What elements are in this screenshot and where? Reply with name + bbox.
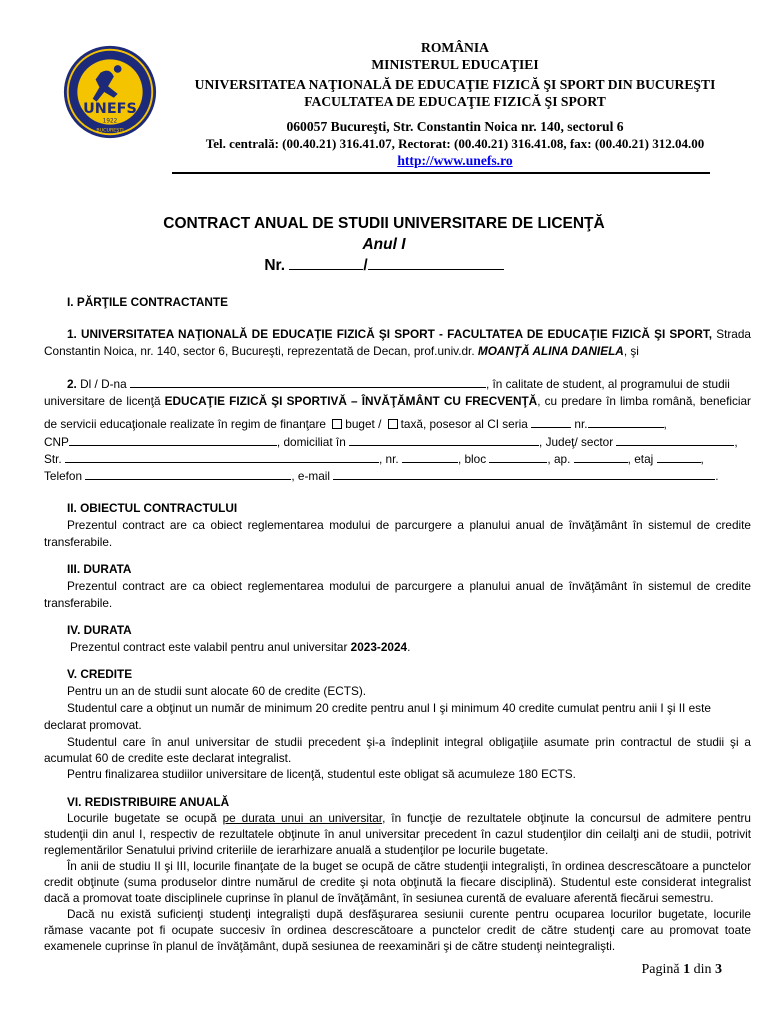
academic-year: 2023-2024	[350, 640, 408, 654]
street-number-field[interactable]	[402, 452, 458, 463]
floor-field[interactable]	[657, 452, 701, 463]
phone-field[interactable]	[85, 469, 291, 480]
logo-text: UNEFS	[83, 101, 137, 118]
study-program: EDUCAŢIE FIZICĂ ŞI SPORTIVĂ – ÎNVĂŢĂMÂNT CU FRECVENŢĂ	[164, 394, 538, 408]
header-ministry: MINISTERUL EDUCAŢIEI	[371, 57, 539, 72]
header-faculty: FACULTATEA DE EDUCAŢIE FIZICĂ ŞI SPORT	[304, 94, 606, 109]
header-country: ROMÂNIA	[421, 40, 489, 55]
domicile-field[interactable]	[349, 435, 539, 446]
university-logo	[62, 44, 158, 140]
nr-label: Nr.	[264, 257, 286, 274]
cnp-field[interactable]	[69, 435, 277, 446]
page-number: Pagină 1 din 3	[641, 962, 722, 977]
section-3-heading: III. DURATA	[67, 562, 132, 576]
email-field[interactable]	[333, 469, 715, 480]
contract-number: Nr. /	[0, 257, 768, 275]
website-link[interactable]: http://www.unefs.ro	[397, 153, 513, 168]
contract-year: Anul I	[362, 236, 406, 253]
section-6-heading: VI. REDISTRIBUIRE ANUALĂ	[67, 795, 230, 809]
party-1-name: 1. UNIVERSITATEA NAŢIONALĂ DE EDUCAŢIE FIZICĂ ŞI SPORT - FACULTATEA DE EDUCAŢIE FIZICĂ ŞI SPORT,	[67, 327, 713, 341]
header-phones: Tel. centrală: (00.40.21) 316.41.07, Rectorat: (00.40.21) 316.41.08, fax: (00.40.21) 312.04.00	[205, 136, 705, 151]
ci-series-field[interactable]	[531, 417, 571, 428]
student-name-field[interactable]	[130, 377, 486, 388]
logo-city: BUCUREŞTI	[96, 128, 124, 134]
logo-year: 1922	[102, 118, 118, 125]
section-5-heading: V. CREDITE	[67, 667, 133, 681]
nr-blank-1[interactable]	[289, 259, 363, 270]
section-2-heading: II. OBIECTUL CONTRACTULUI	[67, 501, 238, 515]
street-field[interactable]	[65, 452, 379, 463]
header-university: UNIVERSITATEA NAŢIONALĂ DE EDUCAŢIE FIZICĂ ŞI SPORT DIN BUCUREŞTI	[194, 77, 716, 92]
header-divider	[172, 172, 710, 174]
contract-title: CONTRACT ANUAL DE STUDII UNIVERSITARE DE LICENŢĂ	[163, 215, 605, 232]
ci-number-field[interactable]	[588, 417, 664, 428]
taxa-checkbox[interactable]	[388, 419, 398, 429]
block-field[interactable]	[489, 452, 547, 463]
nr-blank-2[interactable]	[368, 259, 504, 270]
section-1-heading: I. PĂRŢILE CONTRACTANTE	[67, 295, 228, 309]
section-4-heading: IV. DURATA	[67, 623, 132, 637]
county-field[interactable]	[616, 435, 734, 446]
buget-checkbox[interactable]	[332, 419, 342, 429]
apartment-field[interactable]	[574, 452, 628, 463]
dean-name: MOANŢĂ ALINA DANIELA	[477, 344, 624, 358]
header-address: 060057 Bucureşti, Str. Constantin Noica nr. 140, sectorul 6	[286, 119, 624, 134]
